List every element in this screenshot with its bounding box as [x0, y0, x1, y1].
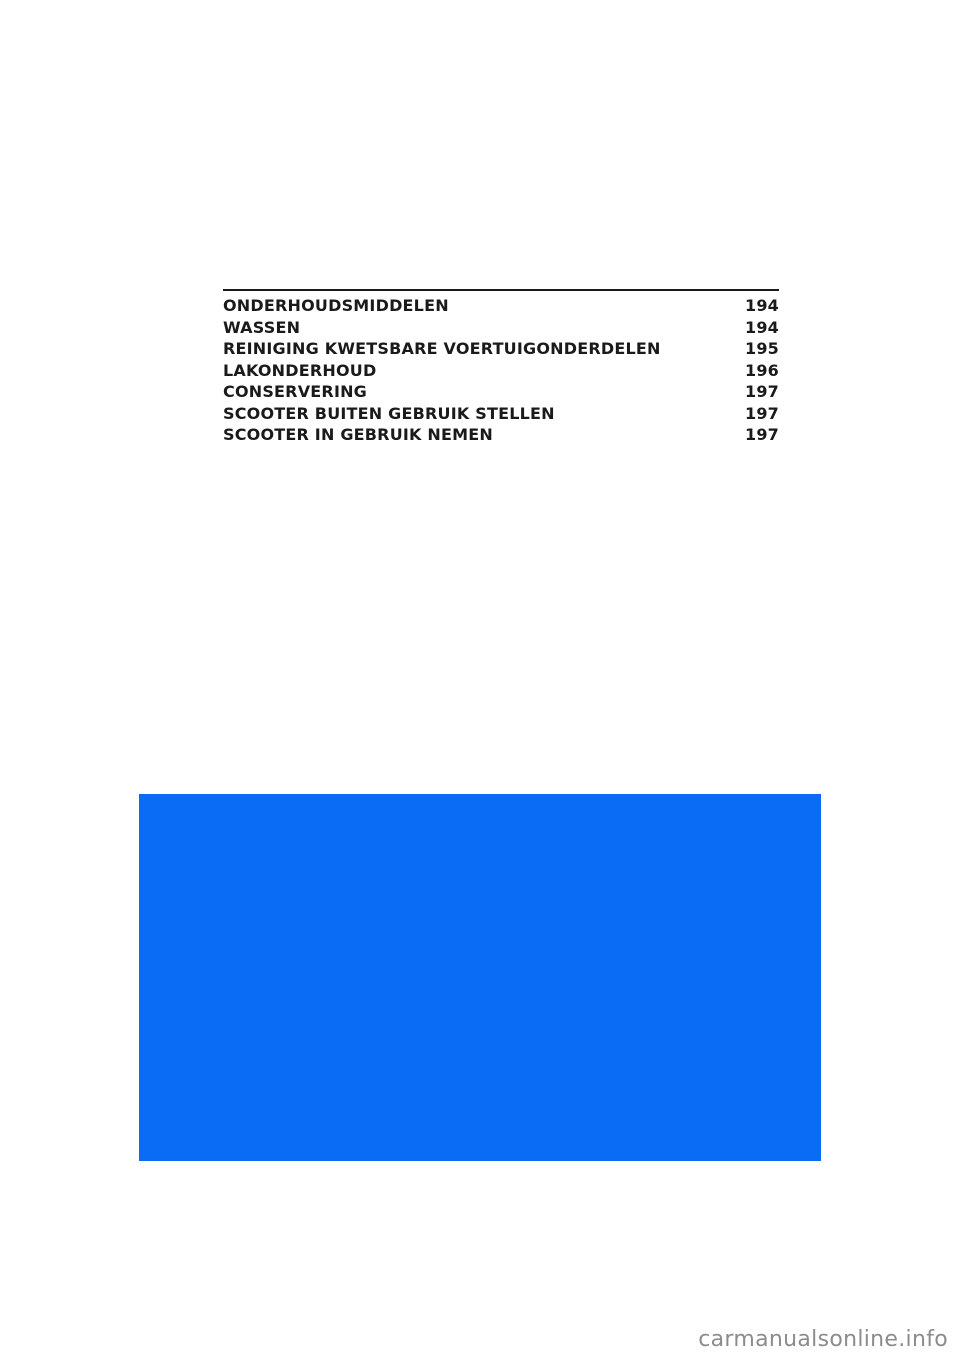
watermark-text: carmanualsonline.info: [698, 1327, 948, 1352]
toc-entry[interactable]: [223, 295, 779, 317]
toc-entry-title: WASSEN: [223, 317, 301, 337]
toc-entry-title: SCOOTER IN GEBRUIK NEMEN: [223, 425, 493, 445]
toc-entry-title: CONSERVERING: [223, 382, 368, 402]
toc-entry-page: 197: [745, 403, 779, 423]
toc-entry[interactable]: [223, 317, 779, 339]
toc-entry[interactable]: [223, 381, 779, 403]
toc-entry-title: ONDERHOUDSMIDDELEN: [223, 296, 449, 316]
toc-entry-page: 194: [745, 317, 779, 337]
toc-entry-title: LAKONDERHOUD: [223, 360, 377, 380]
toc-entry[interactable]: [223, 360, 779, 382]
toc-entry[interactable]: [223, 338, 779, 360]
toc-entry-page: 194: [745, 296, 779, 316]
table-of-contents: [223, 289, 779, 446]
toc-entry-title: REINIGING KWETSBARE VOERTUIGONDERDELEN: [223, 339, 661, 359]
toc-top-rule: [223, 289, 779, 291]
toc-entry-page: 197: [745, 425, 779, 445]
toc-entry-page: 195: [745, 339, 779, 359]
toc-entry[interactable]: [223, 403, 779, 425]
chapter-color-panel: [139, 794, 821, 1161]
toc-entry-page: 196: [745, 360, 779, 380]
toc-entry[interactable]: [223, 424, 779, 446]
toc-entry-page: 197: [745, 382, 779, 402]
toc-entry-title: SCOOTER BUITEN GEBRUIK STELLEN: [223, 403, 555, 423]
